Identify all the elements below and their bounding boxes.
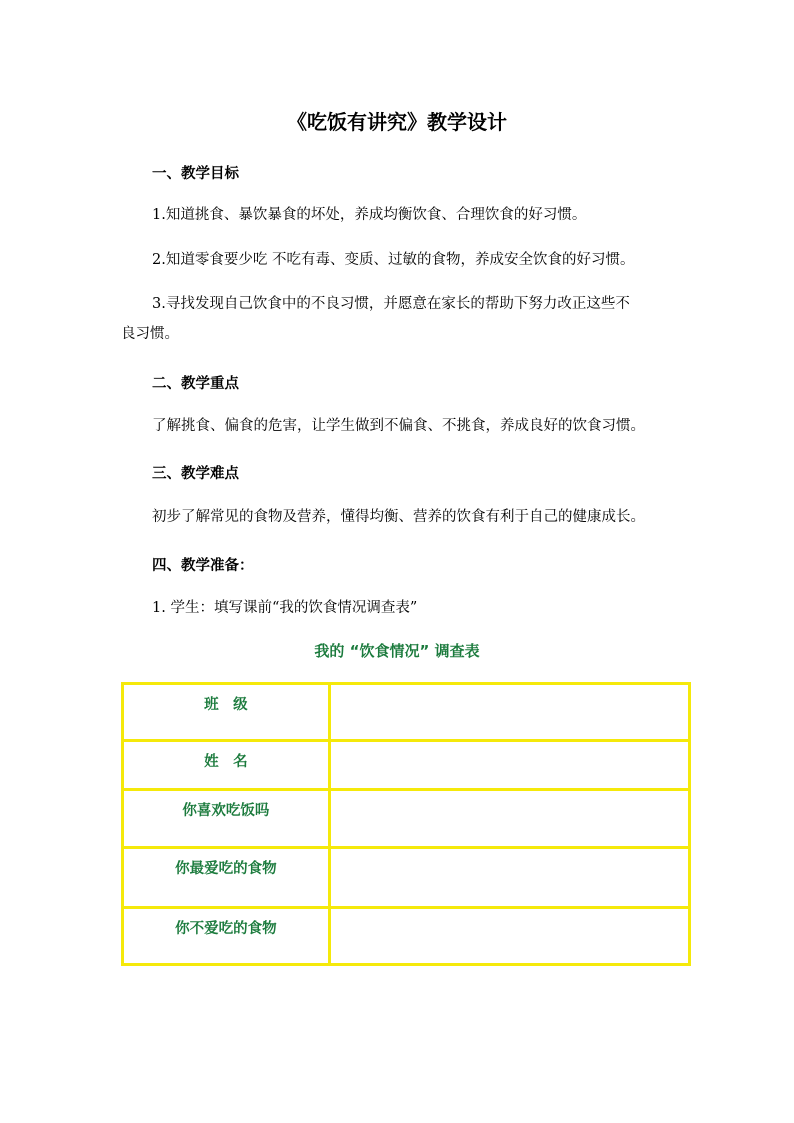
section-heading-key-points: 二、教学重点 bbox=[152, 376, 239, 392]
difficulties-text: 初步了解常见的食物及营养，懂得均衡、营养的饮食有利于自己的健康成长。 bbox=[152, 509, 645, 525]
survey-value-disliked-food bbox=[329, 908, 689, 965]
table-row bbox=[123, 908, 690, 965]
table-row bbox=[123, 684, 690, 741]
table-row bbox=[123, 790, 690, 848]
section-heading-preparation: 四、教学准备： bbox=[152, 558, 254, 574]
section-heading-difficulties: 三、教学难点 bbox=[152, 466, 239, 482]
survey-value-name bbox=[329, 741, 689, 790]
key-points-text: 了解挑食、偏食的危害，让学生做到不偏食、不挑食，养成良好的饮食习惯。 bbox=[152, 418, 645, 434]
preparation-item-1: 1. 学生：填写课前“我的饮食情况调查表” bbox=[152, 600, 418, 616]
survey-label-like-eating: 你喜欢吃饭吗 bbox=[123, 790, 330, 848]
survey-label-favorite-food: 你最爱吃的食物 bbox=[123, 848, 330, 908]
section-heading-objectives: 一、教学目标 bbox=[152, 166, 239, 182]
survey-label-disliked-food: 你不爱吃的食物 bbox=[123, 908, 330, 965]
survey-table-title: 我的 “饮食情况” 调查表 bbox=[314, 642, 480, 660]
survey-table bbox=[121, 682, 691, 966]
document-title: 《吃饭有讲究》教学设计 bbox=[287, 110, 507, 134]
objective-item-1: 1.知道挑食、暴饮暴食的坏处，养成均衡饮食、合理饮食的好习惯。 bbox=[152, 207, 587, 223]
objective-item-3-line-1: 3.寻找发现自己饮食中的不良习惯，并愿意在家长的帮助下努力改正这些不 bbox=[152, 296, 630, 312]
survey-value-favorite-food bbox=[329, 848, 689, 908]
table-row bbox=[123, 741, 690, 790]
survey-label-class: 班 级 bbox=[123, 684, 330, 741]
objective-item-3-line-2: 良习惯。 bbox=[121, 326, 179, 342]
survey-label-name: 姓 名 bbox=[123, 741, 330, 790]
survey-value-class bbox=[329, 684, 689, 741]
survey-value-like-eating bbox=[329, 790, 689, 848]
table-row bbox=[123, 848, 690, 908]
objective-item-2: 2.知道零食要少吃 不吃有毒、变质、过敏的食物，养成安全饮食的好习惯。 bbox=[152, 252, 635, 268]
